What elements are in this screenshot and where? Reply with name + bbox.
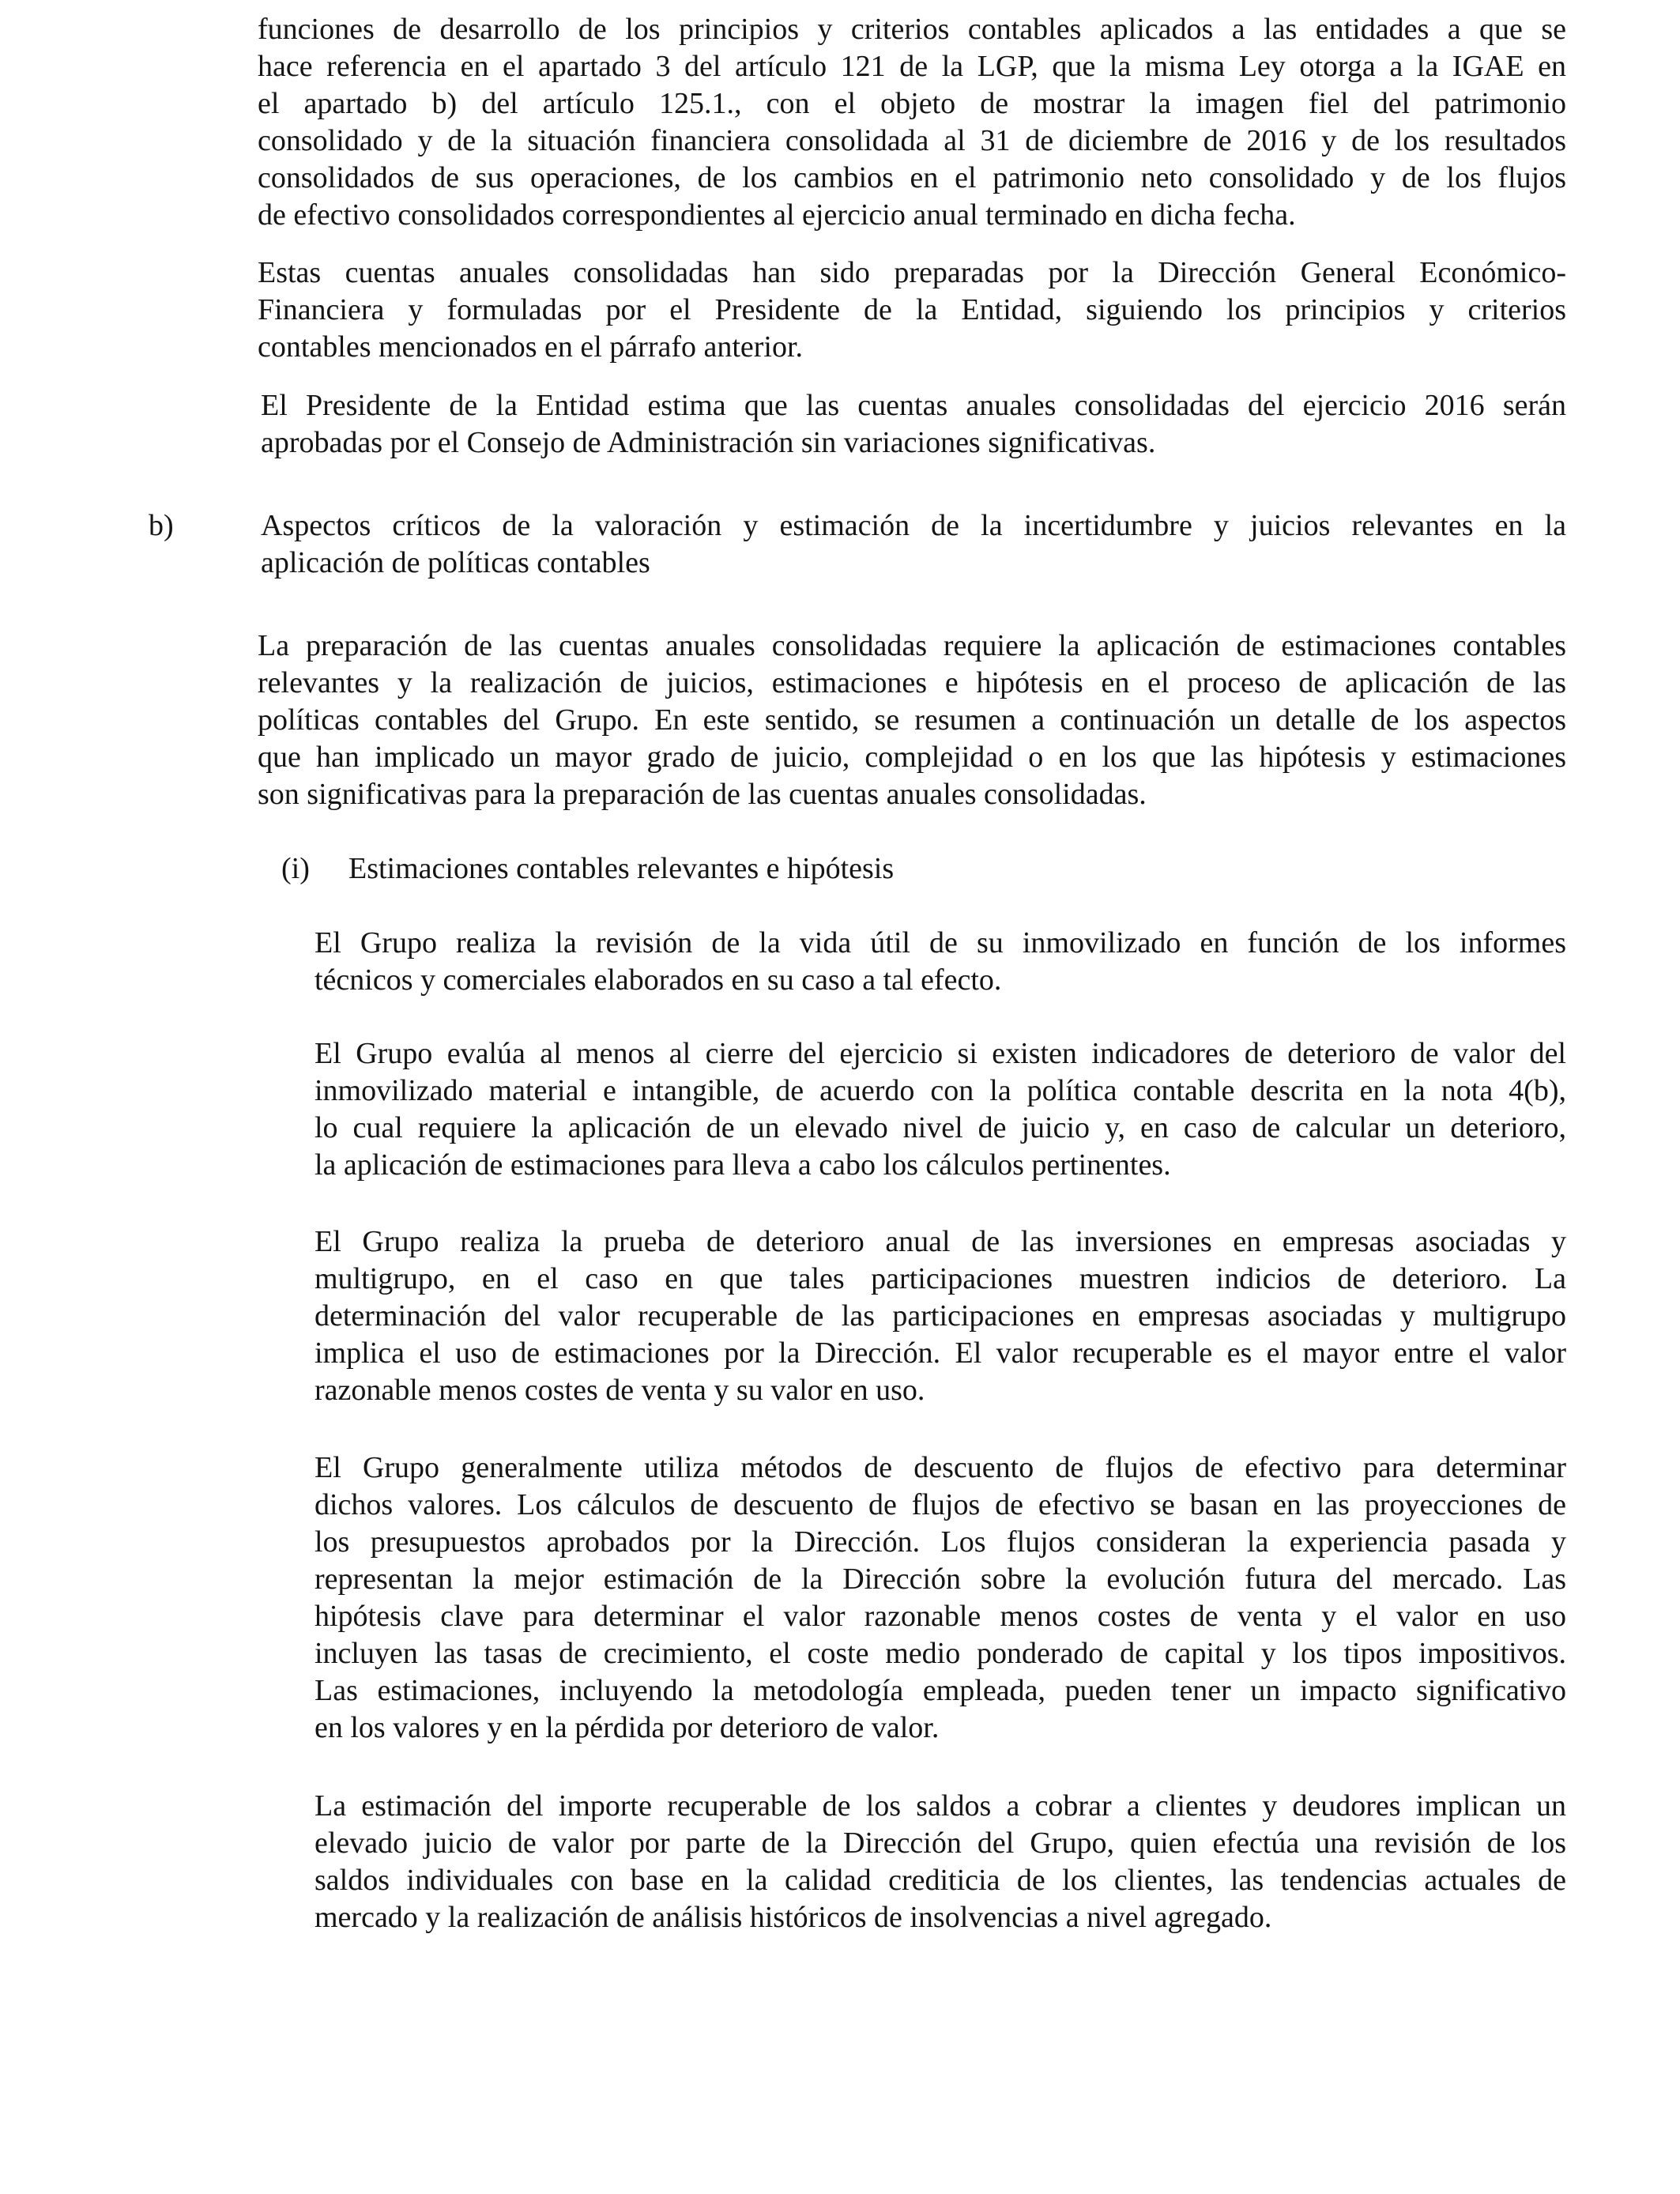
text-line: determinación del valor recuperable de las participaciones en empresas asociadas y multigrupo — [315, 1299, 1566, 1333]
text-line: el apartado b) del artículo 125.1., con el objeto de mostrar la imagen fiel del patrimonio — [258, 87, 1566, 120]
estimate-paragraph-impairment-investments — [315, 1223, 1566, 1409]
text-line: la aplicación de estimaciones para lleva a cabo los cálculos pertinentes. — [315, 1148, 1171, 1182]
text-line: multigrupo, en el caso en que tales participaciones muestren indicios de deterioro. La — [315, 1262, 1566, 1295]
text-line: razonable menos costes de venta y su valor en uso. — [315, 1374, 925, 1407]
text-line: hipótesis clave para determinar el valor razonable menos costes de venta y el valor en uso — [315, 1600, 1566, 1633]
text-line: saldos individuales con base en la calidad crediticia de los clientes, las tendencias actuales de — [315, 1864, 1566, 1897]
text-line: funciones de desarrollo de los principios y criterios contables aplicados a las entidades a que se — [258, 13, 1566, 46]
text-line: en los valores y en la pérdida por deterioro de valor. — [315, 1711, 940, 1744]
text-line: lo cual requiere la aplicación de un elevado nivel de juicio y, en caso de calcular un deterioro, — [315, 1111, 1566, 1144]
subsection-label: (i) — [281, 852, 310, 885]
estimate-paragraph-impairment-assets — [315, 1035, 1566, 1184]
text-line: relevantes y la realización de juicios, estimaciones e hipótesis en el proceso de aplicación de las — [258, 666, 1566, 699]
text-line: representan la mejor estimación de la Dirección sobre la evolución futura del mercado. Las — [315, 1563, 1566, 1596]
text-line: mercado y la realización de análisis históricos de insolvencias a nivel agregado. — [315, 1901, 1272, 1934]
text-line: de efectivo consolidados correspondientes al ejercicio anual terminado en dicha fecha. — [258, 198, 1296, 232]
text-line: hace referencia en el apartado 3 del artículo 121 de la LGP, que la misma Ley otorga a la IGAE en — [258, 50, 1566, 83]
section-intro-paragraph — [258, 628, 1566, 813]
estimate-paragraph-receivables — [315, 1788, 1566, 1936]
approval-paragraph — [261, 387, 1566, 462]
text-line: incluyen las tasas de crecimiento, el coste medio ponderado de capital y los tipos impositivos. — [315, 1637, 1566, 1670]
text-line: políticas contables del Grupo. En este sentido, se resumen a continuación un detalle de los aspectos — [258, 703, 1566, 737]
preparation-paragraph — [258, 254, 1566, 366]
text-line: los presupuestos aprobados por la Dirección. Los flujos consideran la experiencia pasada y — [315, 1525, 1566, 1559]
text-line: dichos valores. Los cálculos de descuento de flujos de efectivo se basan en las proyecciones de — [315, 1488, 1566, 1521]
text-line: El Grupo evalúa al menos al cierre del ejercicio si existen indicadores de deterioro de valor del — [315, 1037, 1566, 1070]
intro-paragraph — [258, 11, 1566, 234]
text-line: Estas cuentas anuales consolidadas han sido preparadas por la Dirección General Económico- — [258, 256, 1566, 289]
text-line: El Grupo realiza la prueba de deterioro anual de las inversiones en empresas asociadas y — [315, 1225, 1566, 1258]
text-line: que han implicado un mayor grado de juicio, complejidad o en los que las hipótesis y estimaciones — [258, 741, 1566, 774]
text-line: técnicos y comerciales elaborados en su caso a tal efecto. — [315, 963, 1002, 997]
text-line: La estimación del importe recuperable de los saldos a cobrar a clientes y deudores implican un — [315, 1789, 1566, 1823]
subsection-title: Estimaciones contables relevantes e hipótesis — [348, 852, 895, 885]
text-line: elevado juicio de valor por parte de la Dirección del Grupo, quien efectúa una revisión de los — [315, 1826, 1566, 1860]
text-line: El Presidente de la Entidad estima que las cuentas anuales consolidadas del ejercicio 2016 serán — [261, 389, 1566, 422]
text-line: inmovilizado material e intangible, de acuerdo con la política contable descrita en la nota 4(b), — [315, 1074, 1566, 1107]
text-line: aprobadas por el Consejo de Administración sin variaciones significativas. — [261, 426, 1156, 459]
text-line: Las estimaciones, incluyendo la metodología empleada, pueden tener un impacto significativo — [315, 1674, 1566, 1707]
estimate-paragraph-cash-flows — [315, 1449, 1566, 1747]
text-line: La preparación de las cuentas anuales consolidadas requiere la aplicación de estimaciones contables — [258, 629, 1566, 662]
text-line: El Grupo generalmente utiliza métodos de descuento de flujos de efectivo para determinar — [315, 1451, 1566, 1484]
text-line: contables mencionados en el párrafo anterior. — [258, 330, 804, 364]
section-label: b) — [149, 509, 174, 542]
text-line: El Grupo realiza la revisión de la vida útil de su inmovilizado en función de los informes — [315, 926, 1566, 959]
estimate-paragraph-useful-life — [315, 925, 1566, 999]
text-line: Aspectos críticos de la valoración y estimación de la incertidumbre y juicios relevantes en la — [261, 509, 1566, 542]
text-line: consolidados de sus operaciones, de los cambios en el patrimonio neto consolidado y de los flujos — [258, 161, 1566, 194]
text-line: son significativas para la preparación de las cuentas anuales consolidadas. — [258, 778, 1147, 811]
text-line: consolidado y de la situación financiera consolidada al 31 de diciembre de 2016 y de los resultados — [258, 124, 1566, 157]
text-line: aplicación de políticas contables — [261, 546, 650, 579]
text-line: Financiera y formuladas por el Presidente de la Entidad, siguiendo los principios y criterios — [258, 293, 1566, 326]
text-line: implica el uso de estimaciones por la Dirección. El valor recuperable es el mayor entre el valor — [315, 1336, 1566, 1370]
section-heading — [261, 507, 1566, 582]
